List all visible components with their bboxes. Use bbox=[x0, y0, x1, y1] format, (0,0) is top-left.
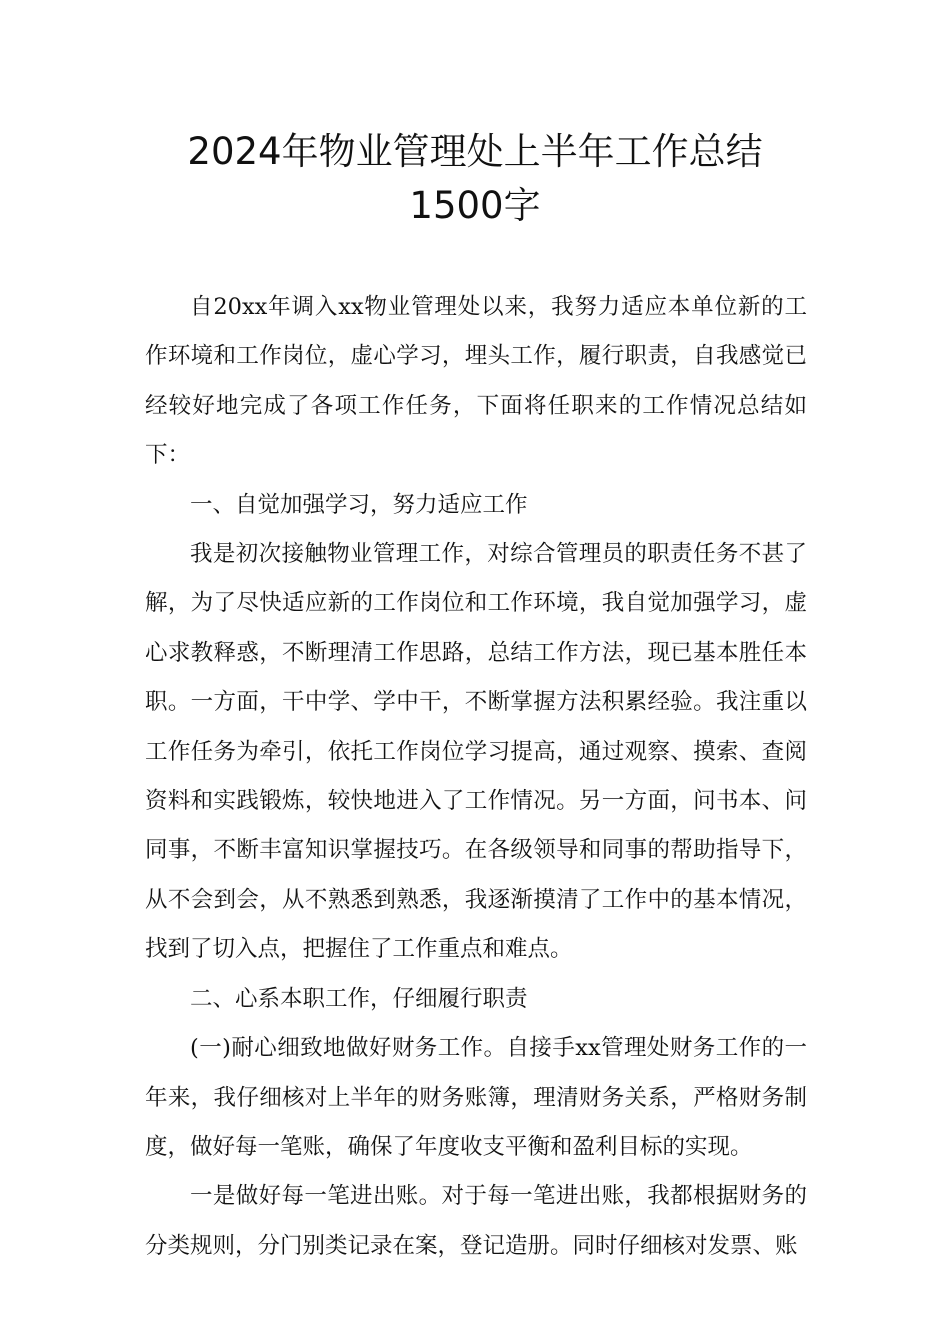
paragraph-intro: 自20xx年调入xx物业管理处以来，我努力适应本单位新的工作环境和工作岗位，虚心学习，埋头工作，履行职责，自我感觉已经较好地完成了各项工作任务，下面将任职来的工作情况总结如下： bbox=[145, 294, 807, 469]
paragraph-accounts: 一是做好每一笔进出账。对于每一笔进出账，我都根据财务的分类规则，分门别类记录在案，登记造册。同时仔细核对发票、账 bbox=[145, 1183, 807, 1259]
section-heading-1: 一、自觉加强学习，努力适应工作 bbox=[190, 491, 528, 518]
section-heading-2: 二、心系本职工作，仔细履行职责 bbox=[190, 985, 528, 1012]
document-title-line-2: 1500字 bbox=[409, 184, 541, 227]
paragraph-finance: (一)耐心细致地做好财务工作。自接手xx管理处财务工作的一年来，我仔细核对上半年的财务账簿，理清财务关系，严格财务制度，做好每一笔账，确保了年度收支平衡和盈利目标的实现。 bbox=[145, 1035, 807, 1160]
document-title-line-1: 2024年物业管理处上半年工作总结 bbox=[187, 130, 763, 173]
document-body bbox=[145, 283, 807, 1271]
paragraph-study: 我是初次接触物业管理工作，对综合管理员的职责任务不甚了解，为了尽快适应新的工作岗位和工作环境，我自觉加强学习，虚心求教释惑，不断理清工作思路，总结工作方法，现已基本胜任本职。一方面，干中学、学中干，不断掌握方法积累经验。我注重以工作任务为牵引，依托工作岗位学习提高，通过观察、摸索、查阅资料和实践锻炼，较快地进入了工作情况。另一方面，问书本、问同事，不断丰富知识掌握技巧。在各级领导和同事的帮助指导下，从不会到会，从不熟悉到熟悉，我逐渐摸清了工作中的基本情况，找到了切入点，把握住了工作重点和难点。 bbox=[145, 541, 807, 963]
